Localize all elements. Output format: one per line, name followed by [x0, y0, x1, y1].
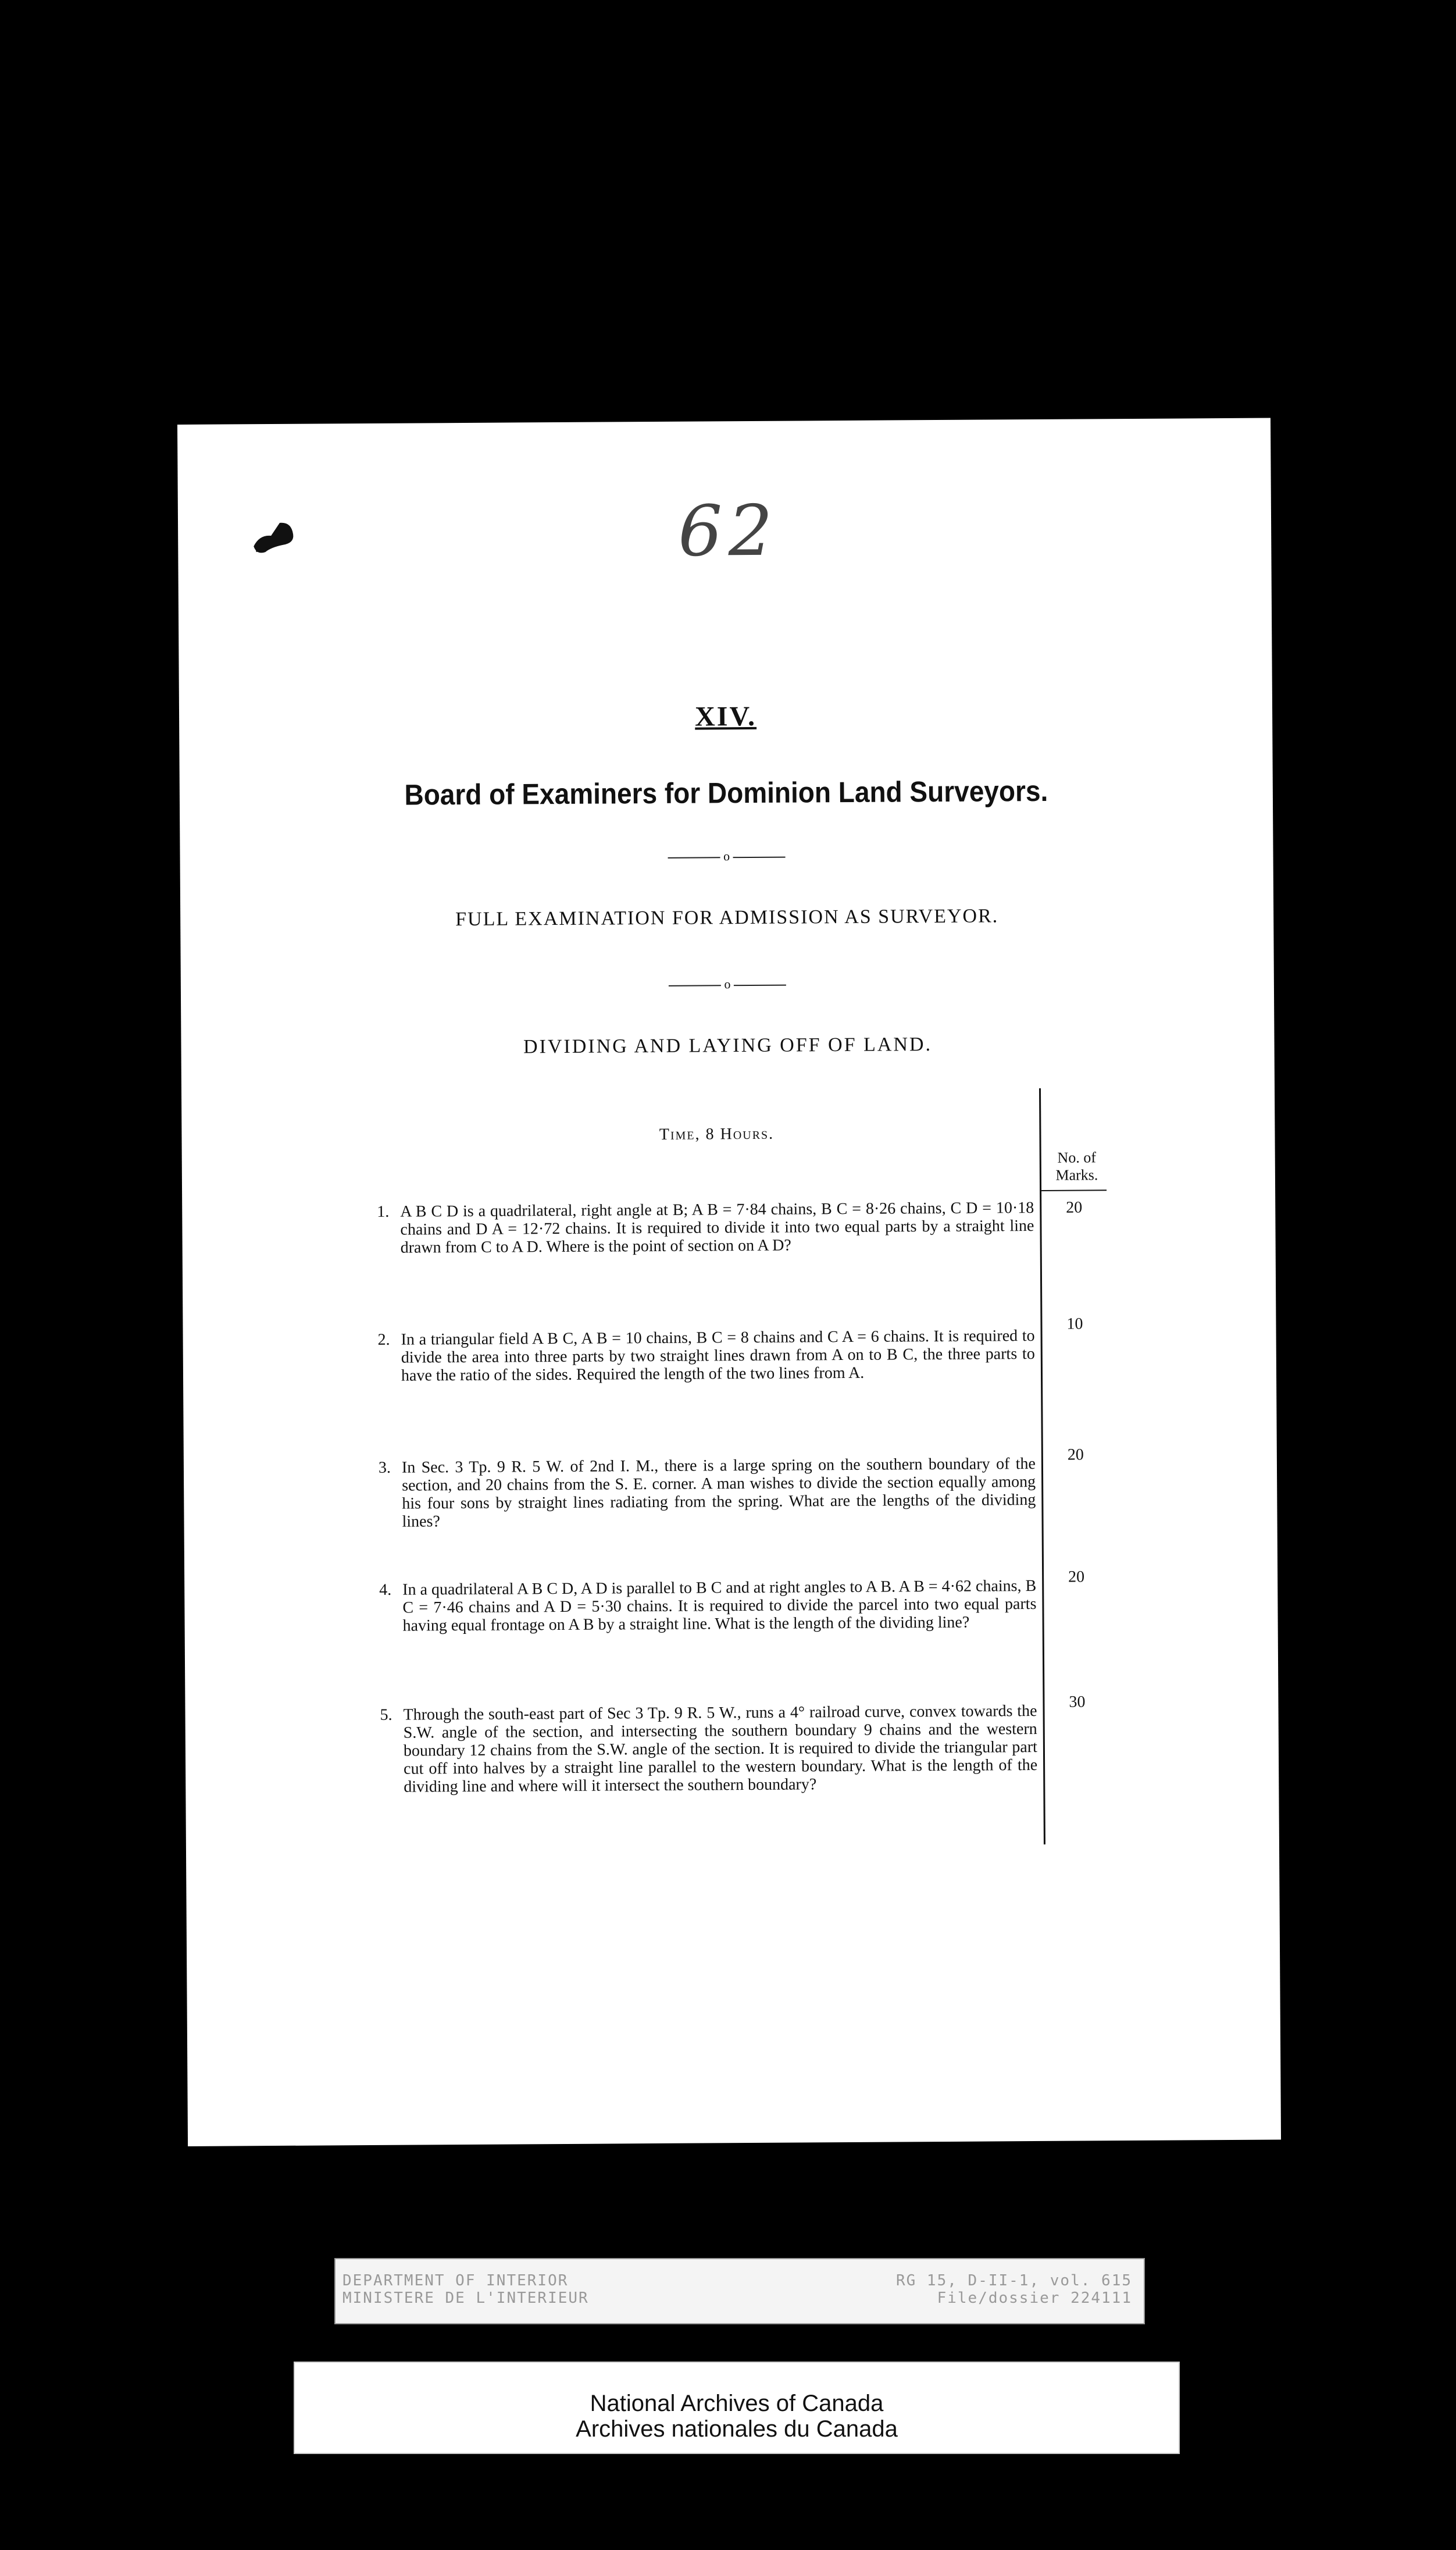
divider-glyph: o — [724, 977, 731, 992]
question-marks: 10 — [1066, 1315, 1083, 1333]
board-title: Board of Examiners for Dominion Land Surveyors. — [404, 774, 1048, 811]
question-text: In a triangular field A B C, A B = 10 chains, B C = 8 chains and C A = 6 chains. It is required to divide the area into three parts by two straight lines drawn from A on to B C, the three parts to have the ratio of the sides. Required the length of the two lines from A. — [401, 1327, 1035, 1385]
exam-type: FULL EXAMINATION FOR ADMISSION AS SURVEYOR. — [455, 905, 999, 931]
question-marks: 20 — [1066, 1198, 1083, 1217]
marks-column-header — [1041, 1149, 1112, 1184]
archive-institution-label — [294, 2362, 1180, 2454]
question-item — [378, 1327, 1036, 1385]
exam-paper — [177, 418, 1281, 2146]
divider-rule — [181, 973, 1274, 995]
question-text: Through the south-east part of Sec 3 Tp. 9 R. 5 W., runs a 4° railroad curve, convex towards the S.W. angle of the section, and intersecting the southern boundary 9 chains and the western boundary 12 chains from the S.W. angle of the section. It is required to divide the triangular part cut off into halves by a straight line parallel to the western boundary. What is the length of the dividing line and where will it intersect the southern boundary? — [403, 1702, 1038, 1796]
question-marks: 30 — [1069, 1693, 1086, 1711]
archive-department-line: DEPARTMENT OF INTERIOR — [342, 2272, 569, 2289]
handwritten-page-number: 62 — [677, 490, 779, 572]
archive-reference-line: RG 15, D-II-1, vol. 615 — [895, 2272, 1132, 2289]
ink-blot-icon — [248, 511, 301, 564]
question-text: A B C D is a quadrilateral, right angle at B; A B = 7·84 chains, B C = 8·26 chains, C D = 10·18 chains and D A = 12·72 chains. It is required to divide it into two equal parts by a straight line drawn from C to A D. Where is the point of section on A D? — [400, 1199, 1034, 1257]
archive-institution-line: Archives nationales du Canada — [576, 2416, 898, 2442]
question-marks: 20 — [1068, 1568, 1085, 1586]
archive-institution-line: National Archives of Canada — [590, 2391, 884, 2416]
question-text: In Sec. 3 Tp. 9 R. 5 W. of 2nd I. M., there is a large spring on the southern boundary of the section, and 20 chains from the S. E. corner. A man wishes to divide the section equally among his four sons by straight lines radiating from the spring. What are the lengths of the dividing lines? — [401, 1455, 1036, 1531]
archive-department-line: MINISTERE DE L'INTERIEUR — [342, 2289, 589, 2307]
question-item — [379, 1577, 1037, 1635]
time-label: Time, 8 Hours. — [659, 1124, 775, 1144]
question-number: 5. — [380, 1705, 392, 1724]
subject-title: DIVIDING AND LAYING OFF OF LAND. — [523, 1034, 933, 1058]
question-item — [379, 1455, 1036, 1531]
question-number: 3. — [378, 1458, 391, 1477]
archive-reference-label — [334, 2258, 1145, 2324]
question-item — [380, 1702, 1037, 1796]
marks-header-underline — [1041, 1189, 1107, 1191]
divider-rule — [180, 846, 1273, 867]
archive-reference-line: File/dossier 224111 — [937, 2289, 1132, 2307]
marks-header-line: No. of — [1057, 1149, 1097, 1166]
question-number: 4. — [379, 1580, 392, 1599]
question-marks: 20 — [1067, 1445, 1084, 1464]
marks-header-line: Marks. — [1055, 1166, 1098, 1184]
divider-glyph: o — [723, 849, 730, 864]
question-number: 2. — [377, 1330, 390, 1349]
series-number: XIV. — [694, 700, 757, 732]
question-item — [377, 1199, 1034, 1257]
question-text: In a quadrilateral A B C D, A D is parallel to B C and at right angles to A B. A B = 4·62 chains, B C = 7·46 chains and A D = 5·30 chains. It is required to divide the parcel into two equal parts having equal frontage on A B by a straight line. What is the length of the dividing line? — [402, 1577, 1037, 1635]
question-number: 1. — [377, 1202, 390, 1221]
